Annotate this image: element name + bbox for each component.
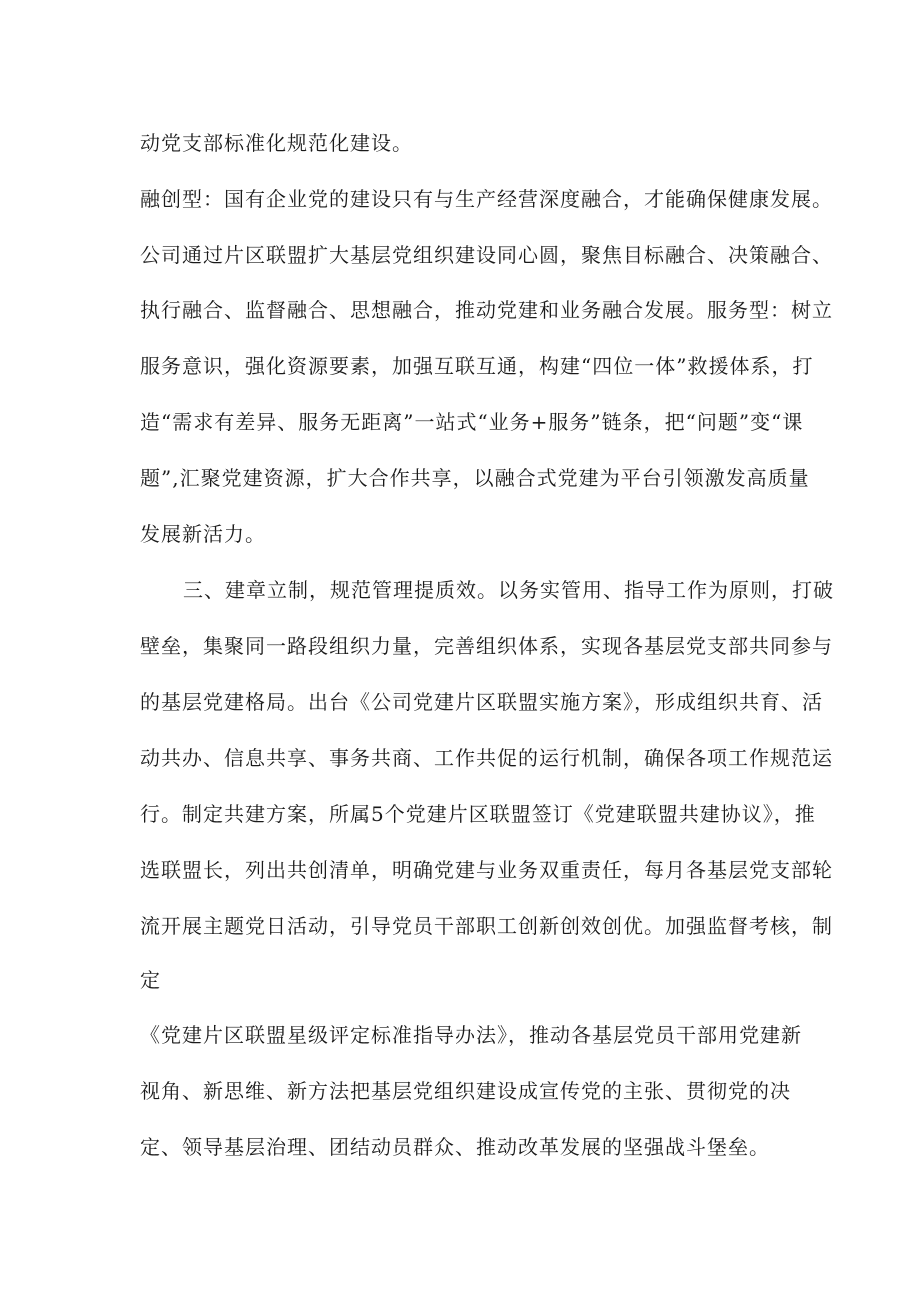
text-line: 流开展主题党日活动，引导党员干部职工创新创效创优。加强监督考核，制 xyxy=(140,914,833,938)
text-line: 《党建片区联盟星级评定标准指导办法》，推动各基层党员干部用党建新 xyxy=(140,1023,802,1047)
text-line: 行。制定共建方案，所属5个党建片区联盟签订《党建联盟共建协议》，推 xyxy=(140,802,816,826)
text-line: 选联盟长，列出共创清单，明确党建与业务双重责任，每月各基层党支部轮 xyxy=(140,858,833,882)
text-line: 的基层党建格局。出台《公司党建片区联盟实施方案》，形成组织共育、活 xyxy=(140,690,823,714)
text-line: 动共办、信息共享、事务共商、工作共促的运行机制，确保各项工作规范运 xyxy=(140,746,833,770)
text-line: 动党支部标准化规范化建设。 xyxy=(140,131,413,155)
text-line: 壁垒，集聚同一路段组织力量，完善组织体系，实现各基层党支部共同参与 xyxy=(140,634,833,658)
text-line: 公司通过片区联盟扩大基层党组织建设同心圆，聚焦目标融合、决策融合、 xyxy=(140,243,833,267)
text-line: 发展新活力。 xyxy=(140,522,266,546)
section-heading-line: 三、建章立制，规范管理提质效。以务实管用、指导工作为原则，打破 xyxy=(183,578,834,602)
text-line: 融创型：国有企业党的建设只有与生产经营深度融合，才能确保健康发展。 xyxy=(140,187,833,211)
text-line: 定、领导基层治理、团结动员群众、推动改革发展的坚强战斗堡垒。 xyxy=(140,1135,770,1159)
text-line: 执行融合、监督融合、思想融合，推动党建和业务融合发展。服务型：树立 xyxy=(140,298,833,322)
text-line: 造“需求有差异、服务无距离”一站式“业务+服务”链条，把“问题”变“课 xyxy=(140,410,804,434)
text-line: 视角、新思维、新方法把基层党组织建设成宣传党的主张、贯彻党的决 xyxy=(140,1079,791,1103)
text-line: 定 xyxy=(140,968,161,992)
text-line: 服务意识，强化资源要素，加强互联互通，构建“四位一体”救援体系，打 xyxy=(140,354,814,378)
text-line: 题”,汇聚党建资源，扩大合作共享，以融合式党建为平台引领激发高质量 xyxy=(140,466,810,490)
